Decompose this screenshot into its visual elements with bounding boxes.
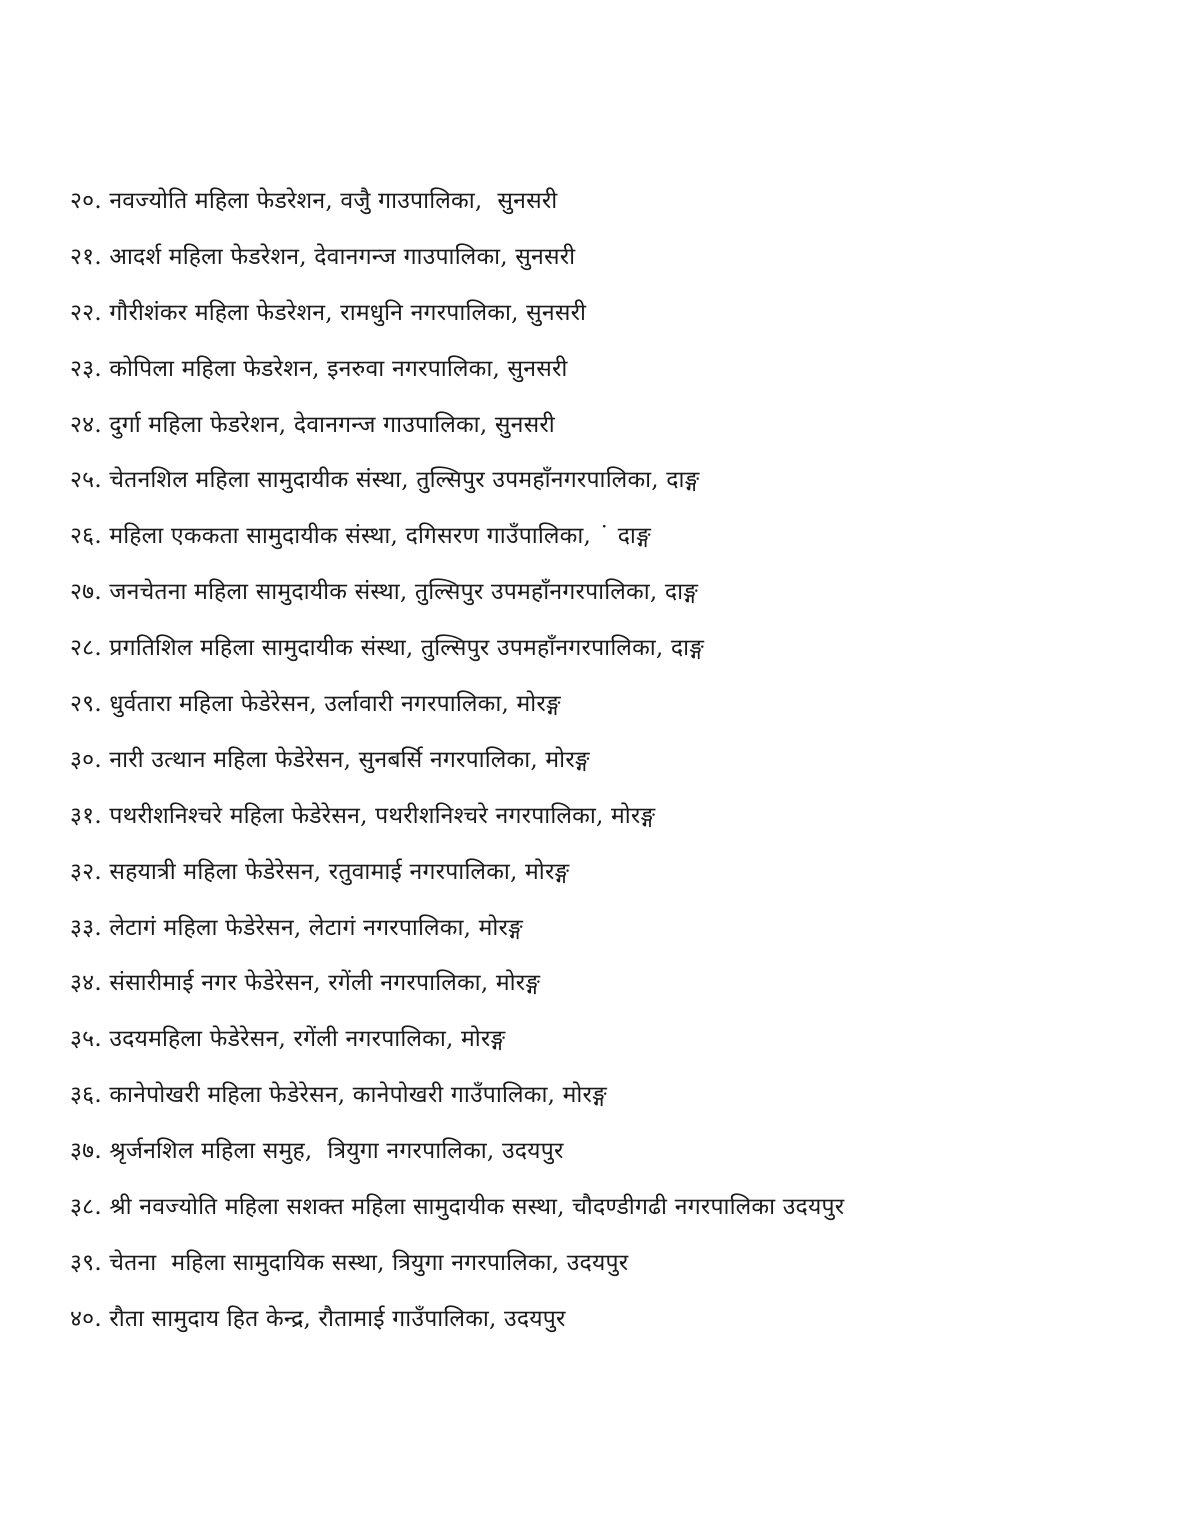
list-item: २२. गौरीशंकर महिला फेडरेशन, रामधुनि नगरपालिका, सुनसरी — [70, 299, 587, 326]
list-item: २०. नवज्योति महिला फेडरेशन, वजैु गाउपालिका, सुनसरी — [70, 188, 558, 214]
list-item: २५. चेतनशिल महिला सामुदायीक संस्था, तुल्सिपुर उपमहाँनगरपालिका, दाङ्ग — [70, 467, 700, 494]
list-item: २६. महिला एककता सामुदायीक संस्था, दगिसरण गाउँपालिका, ˙ दाङ्ग — [70, 523, 651, 550]
list-item: ३३. लेटागं महिला फेडेरेसन, लेटागं नगरपालिका, मोरङ्ग — [70, 914, 523, 941]
list-item: ३२. सहयात्री महिला फेडेरेसन, रतुवामाई नगरपालिका, मोरङ्ग — [70, 858, 570, 885]
organization-list — [70, 181, 1150, 1355]
list-item: ३९. चेतना महिला सामुदायिक सस्था, त्रियुगा नगरपालिका, उदयपुर — [70, 1249, 629, 1276]
list-item: ३१. पथरीशनिश्चरे महिला फेडेरेसन, पथरीशनिश्चरे नगरपालिका, मोरङ्ग — [70, 802, 656, 829]
list-item: ३८. श्री नवज्योति महिला सशक्त महिला सामुदायीक सस्था, चौदण्डीगढी नगरपालिका उदयपुर — [70, 1194, 845, 1221]
list-item: ३५. उदयमहिला फेडेरेसन, रगेंली नगरपालिका, मोरङ्ग — [70, 1026, 506, 1053]
list-item: ४०. रौता सामुदाय हित केन्द्र, रौतामाई गाउँपालिका, उदयपुर — [70, 1305, 566, 1332]
list-item: २८. प्रगतिशिल महिला सामुदायीक संस्था, तुल्सिपुर उपमहाँनगरपालिका, दाङ्ग — [70, 635, 705, 662]
list-item: २४. दुर्गा महिला फेडरेशन, देवानगन्ज गाउपालिका, सुनसरी — [70, 411, 555, 438]
list-item: २९. धुर्वतारा महिला फेडेरेसन, उर्लावारी नगरपालिका, मोरङ्ग — [70, 691, 561, 718]
list-item: २३. कोपिला महिला फेडरेशन, इनरुवा नगरपालिका, सुनसरी — [70, 355, 568, 382]
list-item: ३७. श्रृर्जनशिल महिला समुह, त्रियुगा नगरपालिका, उदयपुर — [70, 1138, 564, 1165]
list-item: ३६. कानेपोखरी महिला फेडेरेसन, कानेपोखरी गाउँपालिका, मोरङ्ग — [70, 1082, 607, 1109]
list-item: ३४. संसारीमाई नगर फेडेरेसन, रगेंली नगरपालिका, मोरङ्ग — [70, 970, 541, 997]
list-item: ३०. नारी उत्थान महिला फेडेरेसन, सुनबर्सि नगरपालिका, मोरङ्ग — [70, 746, 590, 773]
list-item: २७. जनचेतना महिला सामुदायीक संस्था, तुल्सिपुर उपमहाँनगरपालिका, दाङ्ग — [70, 579, 699, 606]
list-item: २१. आदर्श महिला फेडरेशन, देवानगन्ज गाउपालिका, सुनसरी — [70, 243, 576, 270]
